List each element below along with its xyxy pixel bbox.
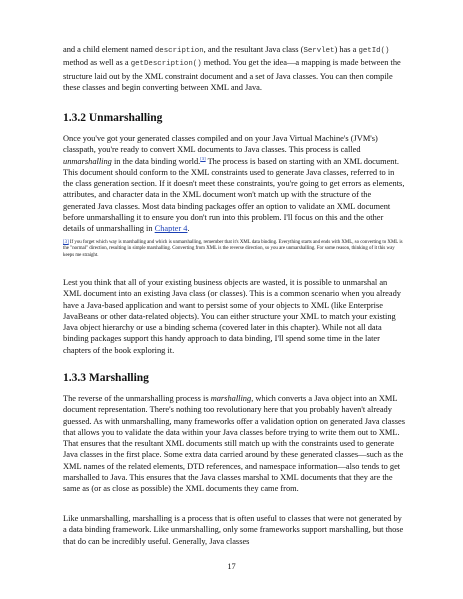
intro-text-3: ) has a	[334, 45, 357, 54]
unmarshalling-p1-text-c: The process is based on starting with an XML document. This document should conform to the XML constraints used to generate Java classes, referred to in the class generation section. If it doesn't meet these constraints, you're going to get errors as elements, attributes, and character data in the XML document won't match up with the structure of the generated Java classes. Most data binding packages offer an option to validate an XML document before unmarshalling it to ensure you don't run into this problem. I'll focus on this and the other details of unmarshalling in	[63, 156, 405, 234]
term-marshalling: marshalling	[210, 394, 252, 403]
code-description: description	[154, 47, 204, 55]
heading-unmarshalling: 1.3.2 Unmarshalling	[63, 112, 163, 124]
marshalling-p1-text-a: The reverse of the unmarshalling process is	[63, 394, 211, 403]
unmarshalling-p1-text-b: in the data binding world.	[111, 156, 201, 166]
footnote-block	[63, 240, 405, 259]
unmarshalling-paragraph-1-block	[63, 133, 405, 235]
intro-text-2: , and the resultant Java class (	[203, 45, 304, 54]
chapter-4-link[interactable]: Chapter 4	[154, 224, 188, 234]
unmarshalling-p1-text-a: Once you've got your generated classes compiled and on your Java Virtual Machine's (JVM's) classpath, you're ready to convert XML documents to Java classes. This process is called	[63, 134, 378, 155]
marshalling-heading-block	[63, 371, 405, 385]
intro-text-5: method. You get the idea—a mapping is made between the structure laid out by the XML constraint document and a set of Java classes. You can then compile these classes and begin converting between XML and Java.	[63, 58, 401, 92]
intro-text-1: and a child element named	[63, 45, 155, 54]
code-getid: getId()	[358, 47, 390, 55]
footnote-text: If you forget which way is marshalling and which is unmarshalling, remember that it's XML data binding. Everything starts and ends with XML, so converting to XML is the "normal" direction, resulting in simple marshalling. Converting from XML is the reverse direction, so you are unmarshalling. For some reason, thinking of it this way keeps me straight.	[63, 240, 403, 258]
unmarshalling-paragraph-2-block	[63, 277, 405, 356]
footnote	[63, 240, 405, 259]
footnote-anchor-link[interactable]: [3]	[63, 240, 69, 245]
heading-marshalling: 1.3.3 Marshalling	[63, 372, 149, 384]
code-servlet: Servlet	[303, 47, 335, 55]
page-number: 17	[227, 562, 236, 571]
unmarshalling-heading-block	[63, 111, 405, 125]
unmarshalling-paragraph-2: Lest you think that all of your existing business objects are wasted, it is possible to unmarshal an XML document into an existing Java class (or classes). This is a common scenario when you already have a Java-based application and want to persist some of your objects to XML (like Enterprise JavaBeans or other data-related objects). You can either structure your XML to match your existing Java object hierarchy or use a binding schema (covered later in this chapter). While not all data binding packages support this handy approach to data binding, I'll spend some time in the later chapters of the book exploring it.	[63, 278, 401, 355]
unmarshalling-paragraph-1	[63, 133, 405, 235]
marshalling-paragraph-2: Like unmarshalling, marshalling is a process that is often useful to classes that were not generated by a data binding framework. Like unmarshalling, only some frameworks support marshalling, but those that do can be incredibly useful. Generally, Java classes	[63, 514, 404, 546]
marshalling-paragraph-1	[63, 393, 405, 495]
code-getdescription: getDescription()	[130, 60, 202, 69]
marshalling-paragraph-1-block	[63, 393, 405, 495]
intro-paragraph	[63, 44, 405, 93]
unmarshalling-p1-text-d: .	[187, 224, 190, 234]
intro-paragraph-block	[63, 44, 405, 93]
footnote-ref-link[interactable]: [3]	[200, 155, 206, 161]
intro-text-4: method as well as a	[63, 58, 131, 68]
term-unmarshalling: unmarshalling	[63, 156, 112, 166]
marshalling-paragraph-2-block	[63, 513, 405, 547]
marshalling-p1-text-b: , which converts a Java object into an XML document representation. There's nothing too revolutionary here that you probably haven't already guessed. As with unmarshalling, many frameworks offer a validation option on generated Java classes that allows you to validate the data within your Java classes before trying to write them out to XML. That ensures that the resultant XML documents still match up with the constraints used to generate Java classes in the first place. Some extra data carried around by these generated classes—such as the XML names of the related elements, DTD references, and namespace information—also tends to get marshalled to Java. This ensures that the Java classes marshal to XML documents that they are the same as (or as close as possible) the XML documents they came from.	[63, 394, 405, 494]
